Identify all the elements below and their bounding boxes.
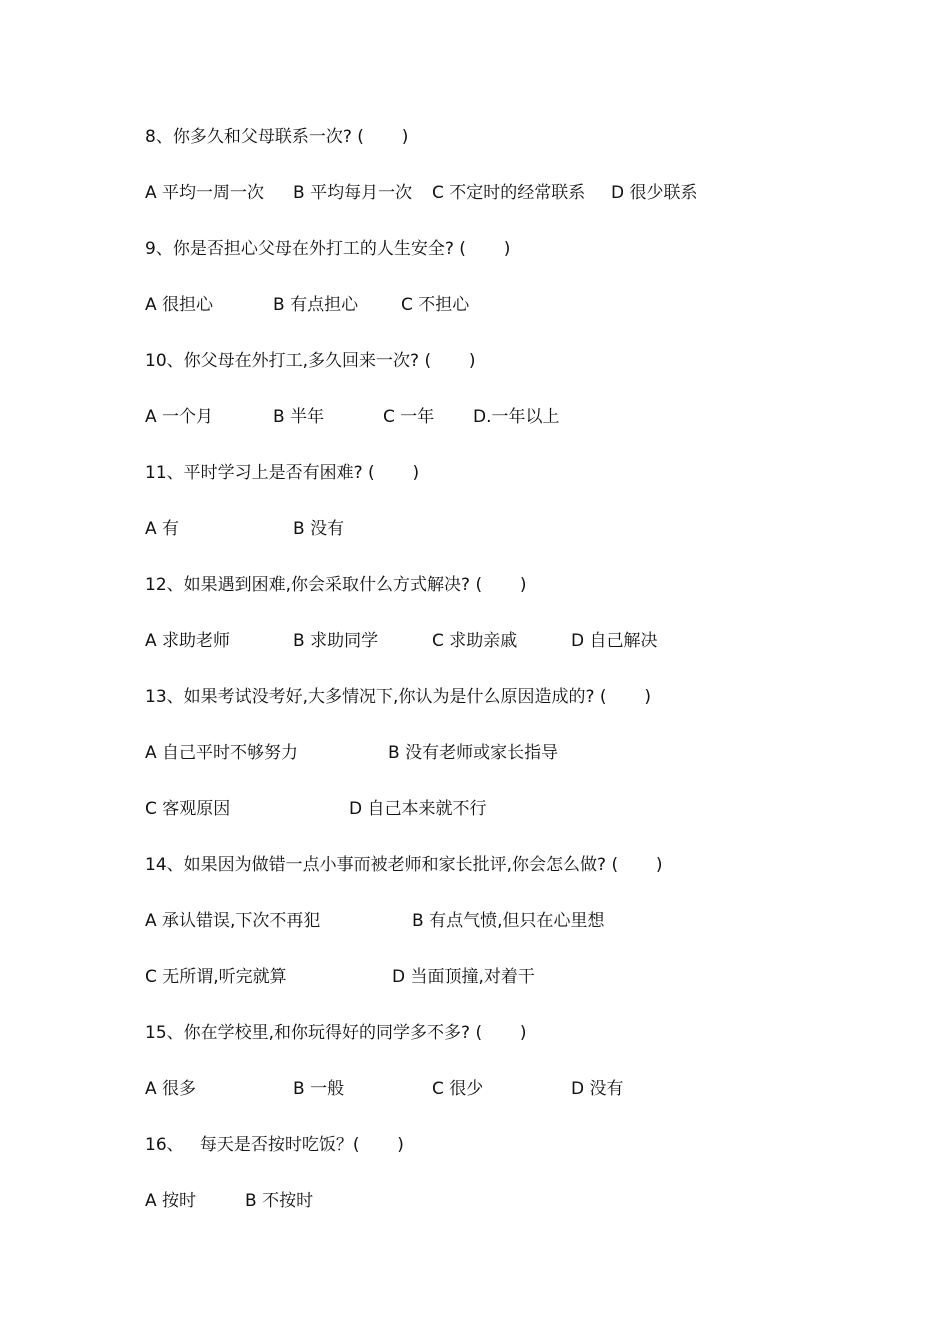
question-12: 12、如果遇到困难,你会采取什么方式解决? ( )	[145, 575, 527, 595]
option-c: C 很少	[432, 1079, 484, 1099]
options-row-q10	[145, 403, 925, 431]
option-b: B 有点气愤,但只在心里想	[412, 911, 605, 931]
question-15: 15、你在学校里,和你玩得好的同学多不多? ( )	[145, 1023, 527, 1043]
option-c: C 不定时的经常联系	[432, 183, 586, 203]
option-a: A 很担心	[145, 295, 214, 315]
options-row-q8	[145, 179, 925, 207]
options-row-q13-1	[145, 739, 925, 767]
option-b: B 没有老师或家长指导	[388, 743, 559, 763]
option-a: A 一个月	[145, 407, 214, 427]
question-13: 13、如果考试没考好,大多情况下,你认为是什么原因造成的? ( )	[145, 687, 651, 707]
option-a: A 按时	[145, 1191, 197, 1211]
question-16: 16、 每天是否按时吃饭？( )	[145, 1135, 404, 1155]
option-a: A 自己平时不够努力	[145, 743, 299, 763]
options-row-q11	[145, 515, 925, 543]
option-c: C 不担心	[401, 295, 470, 315]
option-a: A 很多	[145, 1079, 197, 1099]
option-a: A 有	[145, 519, 180, 539]
option-c: C 客观原因	[145, 799, 231, 819]
question-11: 11、平时学习上是否有困难? ( )	[145, 463, 420, 483]
option-d: D 当面顶撞,对着干	[392, 967, 535, 987]
options-row-q14-1	[145, 907, 925, 935]
option-c: C 无所谓,听完就算	[145, 967, 287, 987]
option-d: D 很少联系	[611, 183, 698, 203]
option-c: C 一年	[383, 407, 435, 427]
option-d: D 自己解决	[571, 631, 658, 651]
options-row-q16	[145, 1187, 925, 1215]
option-b: B 一般	[293, 1079, 345, 1099]
option-a: A 承认错误,下次不再犯	[145, 911, 321, 931]
options-row-q9	[145, 291, 925, 319]
option-b: B 平均每月一次	[293, 183, 413, 203]
question-8: 8、你多久和父母联系一次? ( )	[145, 127, 409, 147]
option-b: B 没有	[293, 519, 345, 539]
option-a: A 平均一周一次	[145, 183, 265, 203]
options-row-q12	[145, 627, 925, 655]
option-d: D 自己本来就不行	[349, 799, 487, 819]
option-d: D.一年以上	[473, 407, 560, 427]
option-c: C 求助亲戚	[432, 631, 518, 651]
option-d: D 没有	[571, 1079, 624, 1099]
question-14: 14、如果因为做错一点小事而被老师和家长批评,你会怎么做? ( )	[145, 855, 663, 875]
option-b: B 半年	[273, 407, 325, 427]
option-b: B 不按时	[245, 1191, 314, 1211]
options-row-q15	[145, 1075, 925, 1103]
options-row-q13-2	[145, 795, 925, 823]
question-10: 10、你父母在外打工,多久回来一次? ( )	[145, 351, 476, 371]
question-9: 9、你是否担心父母在外打工的人生安全? ( )	[145, 239, 511, 259]
option-a: A 求助老师	[145, 631, 231, 651]
option-b: B 有点担心	[273, 295, 359, 315]
options-row-q14-2	[145, 963, 925, 991]
option-b: B 求助同学	[293, 631, 379, 651]
